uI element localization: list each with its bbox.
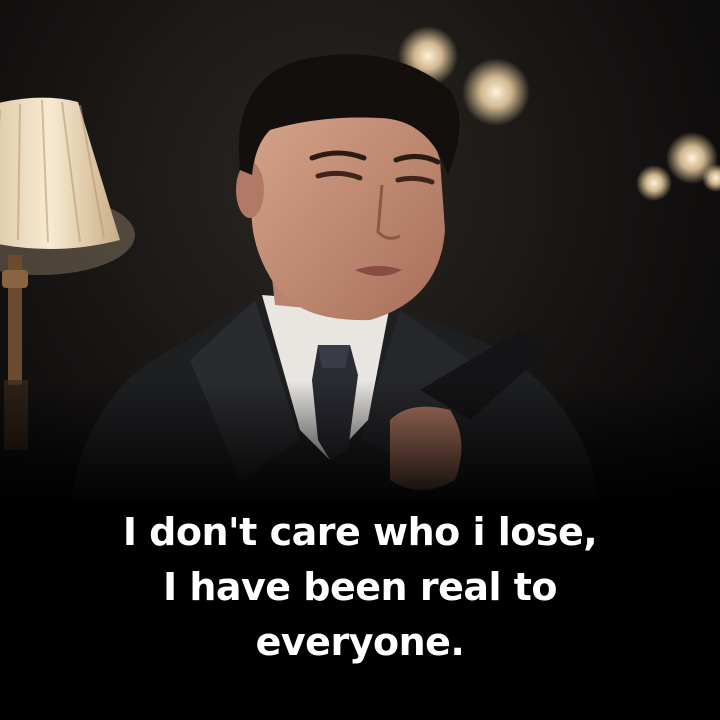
quote-line-2: I have been real to bbox=[162, 565, 558, 609]
quote-line-3: everyone. bbox=[255, 620, 465, 664]
quote-line-1: I don't care who i lose, bbox=[122, 510, 598, 554]
quote-caption bbox=[0, 505, 720, 670]
